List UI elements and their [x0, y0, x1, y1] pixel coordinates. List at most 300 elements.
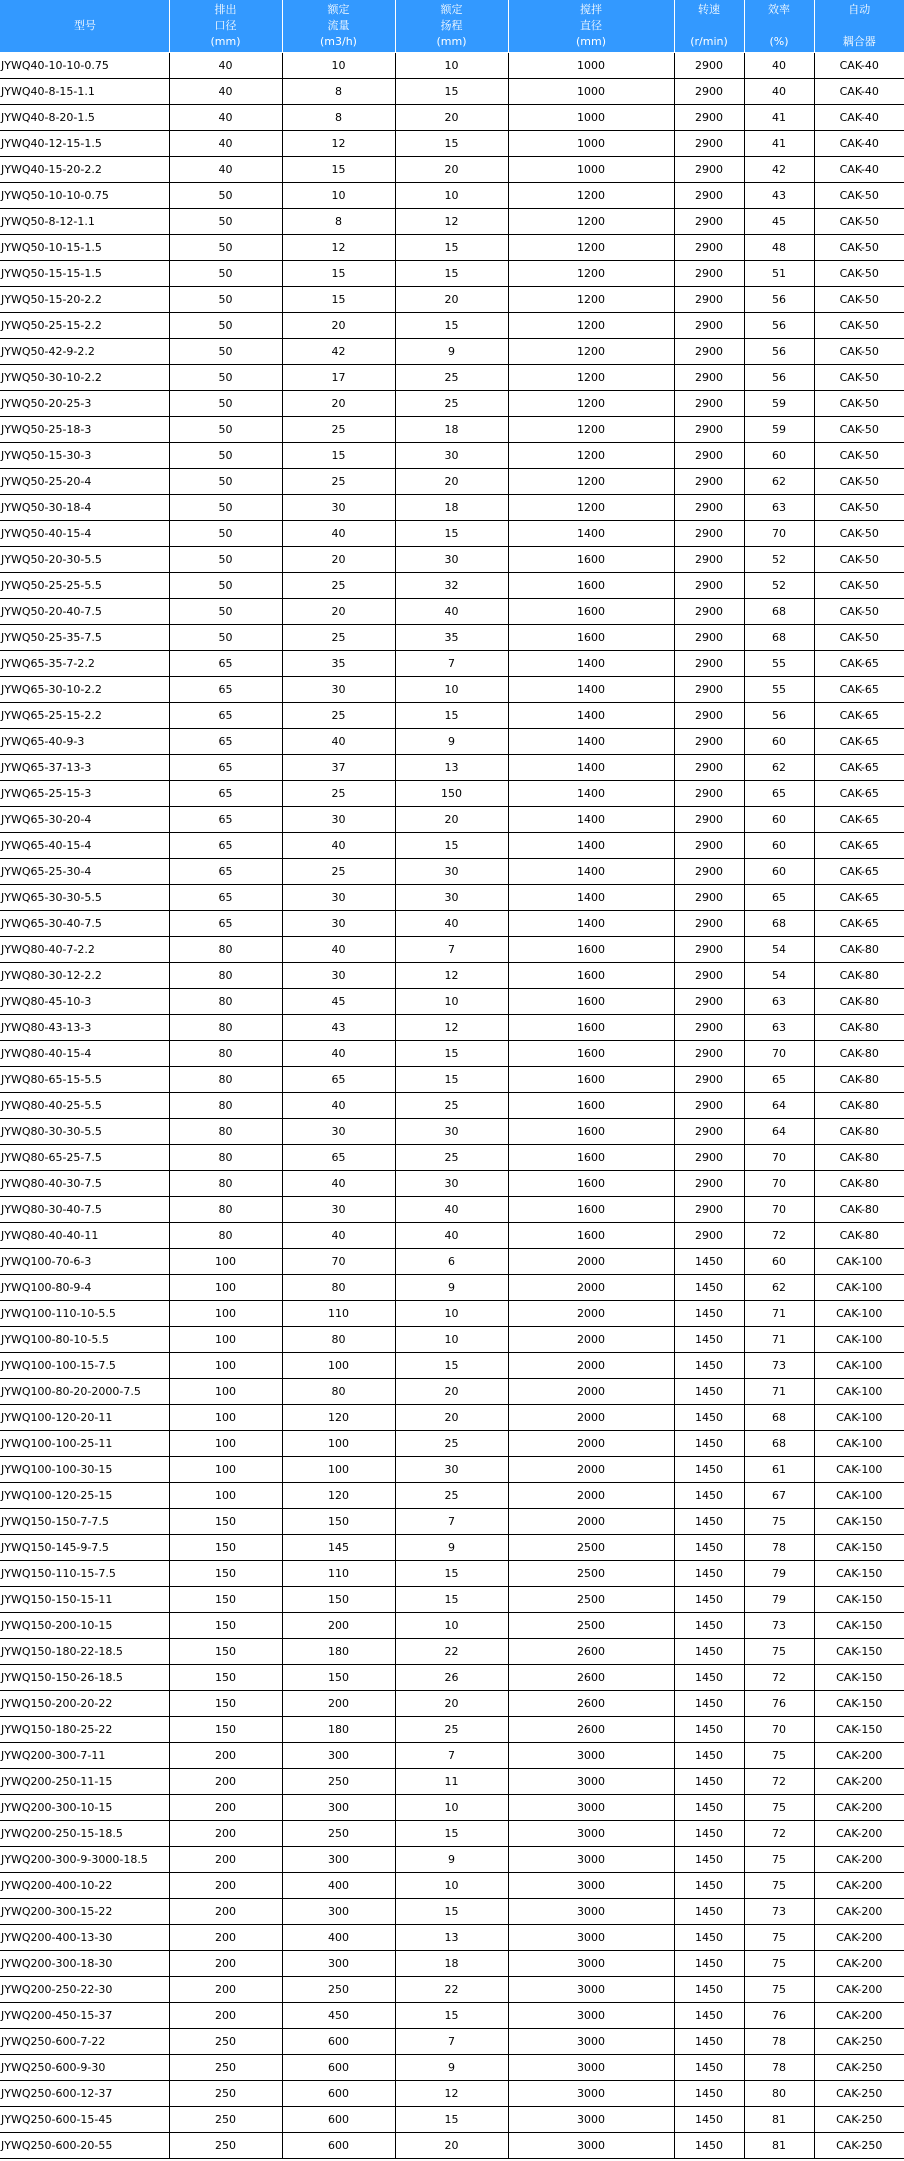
cell-outlet-diameter: 150 — [169, 1613, 282, 1639]
cell-rated-head: 25 — [395, 1431, 508, 1457]
cell-rated-flow: 600 — [282, 2055, 395, 2081]
cell-rated-flow: 8 — [282, 105, 395, 131]
cell-efficiency: 63 — [744, 989, 814, 1015]
cell-efficiency: 68 — [744, 1431, 814, 1457]
cell-speed: 2900 — [674, 1145, 744, 1171]
cell-rated-head: 25 — [395, 1145, 508, 1171]
cell-agitator-diameter: 2000 — [508, 1327, 674, 1353]
cell-auto-coupling: CAK-50 — [814, 547, 904, 573]
table-row — [0, 235, 904, 261]
table-row — [0, 1717, 904, 1743]
cell-rated-flow: 25 — [282, 625, 395, 651]
cell-agitator-diameter: 1600 — [508, 1067, 674, 1093]
table-row — [0, 261, 904, 287]
cell-agitator-diameter: 3000 — [508, 1743, 674, 1769]
cell-speed: 1450 — [674, 1353, 744, 1379]
cell-rated-head: 12 — [395, 1015, 508, 1041]
cell-auto-coupling: CAK-65 — [814, 911, 904, 937]
cell-outlet-diameter: 80 — [169, 1119, 282, 1145]
cell-auto-coupling: CAK-150 — [814, 1639, 904, 1665]
cell-model: JYWQ200-250-11-15 — [0, 1769, 169, 1795]
cell-agitator-diameter: 1200 — [508, 443, 674, 469]
cell-model: JYWQ50-20-30-5.5 — [0, 547, 169, 573]
table-row — [0, 417, 904, 443]
cell-rated-flow: 400 — [282, 1925, 395, 1951]
cell-efficiency: 51 — [744, 261, 814, 287]
cell-speed: 2900 — [674, 391, 744, 417]
cell-rated-head: 15 — [395, 703, 508, 729]
cell-agitator-diameter: 1400 — [508, 677, 674, 703]
cell-rated-flow: 12 — [282, 131, 395, 157]
cell-speed: 1450 — [674, 2003, 744, 2029]
cell-model: JYWQ50-25-18-3 — [0, 417, 169, 443]
cell-outlet-diameter: 100 — [169, 1405, 282, 1431]
cell-model: JYWQ65-37-13-3 — [0, 755, 169, 781]
cell-outlet-diameter: 80 — [169, 1067, 282, 1093]
cell-model: JYWQ80-30-30-5.5 — [0, 1119, 169, 1145]
cell-rated-flow: 25 — [282, 703, 395, 729]
cell-rated-head: 7 — [395, 1509, 508, 1535]
cell-rated-head: 30 — [395, 1171, 508, 1197]
cell-speed: 2900 — [674, 911, 744, 937]
cell-model: JYWQ65-25-30-4 — [0, 859, 169, 885]
cell-speed: 1450 — [674, 1795, 744, 1821]
cell-rated-head: 25 — [395, 1483, 508, 1509]
cell-rated-flow: 300 — [282, 1743, 395, 1769]
header-label-line: 排出 — [214, 3, 237, 16]
cell-agitator-diameter: 1200 — [508, 287, 674, 313]
cell-outlet-diameter: 100 — [169, 1431, 282, 1457]
cell-rated-flow: 80 — [282, 1275, 395, 1301]
cell-speed: 1450 — [674, 1509, 744, 1535]
cell-rated-head: 9 — [395, 729, 508, 755]
cell-auto-coupling: CAK-65 — [814, 651, 904, 677]
header-label-line: 流量 — [327, 19, 350, 32]
table-row — [0, 2133, 904, 2159]
cell-outlet-diameter: 65 — [169, 781, 282, 807]
cell-speed: 2900 — [674, 781, 744, 807]
cell-agitator-diameter: 1600 — [508, 1119, 674, 1145]
cell-outlet-diameter: 100 — [169, 1327, 282, 1353]
table-row — [0, 157, 904, 183]
cell-model: JYWQ150-180-25-22 — [0, 1717, 169, 1743]
cell-speed: 2900 — [674, 1041, 744, 1067]
cell-outlet-diameter: 80 — [169, 963, 282, 989]
cell-efficiency: 75 — [744, 1847, 814, 1873]
cell-auto-coupling: CAK-80 — [814, 1223, 904, 1249]
cell-efficiency: 78 — [744, 2055, 814, 2081]
cell-agitator-diameter: 3000 — [508, 1977, 674, 2003]
cell-auto-coupling: CAK-200 — [814, 1743, 904, 1769]
table-row — [0, 313, 904, 339]
cell-rated-head: 15 — [395, 1067, 508, 1093]
cell-rated-flow: 80 — [282, 1379, 395, 1405]
table-row — [0, 131, 904, 157]
cell-efficiency: 65 — [744, 885, 814, 911]
cell-agitator-diameter: 1200 — [508, 495, 674, 521]
table-row — [0, 391, 904, 417]
cell-efficiency: 40 — [744, 53, 814, 79]
cell-rated-head: 15 — [395, 1821, 508, 1847]
table-row — [0, 1327, 904, 1353]
cell-rated-head: 20 — [395, 1379, 508, 1405]
cell-model: JYWQ50-20-25-3 — [0, 391, 169, 417]
cell-model: JYWQ200-450-15-37 — [0, 2003, 169, 2029]
cell-rated-head: 15 — [395, 521, 508, 547]
table-row — [0, 1301, 904, 1327]
cell-outlet-diameter: 40 — [169, 105, 282, 131]
table-row — [0, 521, 904, 547]
table-row — [0, 833, 904, 859]
header-agitator-diameter — [508, 0, 674, 53]
cell-rated-flow: 30 — [282, 963, 395, 989]
cell-rated-flow: 30 — [282, 677, 395, 703]
cell-auto-coupling: CAK-80 — [814, 1119, 904, 1145]
cell-efficiency: 70 — [744, 1041, 814, 1067]
cell-efficiency: 59 — [744, 391, 814, 417]
cell-agitator-diameter: 1600 — [508, 1041, 674, 1067]
table-row — [0, 1587, 904, 1613]
cell-agitator-diameter: 1600 — [508, 625, 674, 651]
header-label-line: (m3/h) — [320, 35, 357, 48]
cell-rated-flow: 30 — [282, 1197, 395, 1223]
cell-rated-flow: 100 — [282, 1353, 395, 1379]
cell-auto-coupling: CAK-100 — [814, 1301, 904, 1327]
cell-model: JYWQ100-120-20-11 — [0, 1405, 169, 1431]
cell-model: JYWQ100-80-10-5.5 — [0, 1327, 169, 1353]
cell-efficiency: 75 — [744, 1977, 814, 2003]
cell-auto-coupling: CAK-80 — [814, 1145, 904, 1171]
cell-rated-flow: 35 — [282, 651, 395, 677]
cell-outlet-diameter: 100 — [169, 1379, 282, 1405]
cell-auto-coupling: CAK-80 — [814, 937, 904, 963]
cell-agitator-diameter: 3000 — [508, 1769, 674, 1795]
cell-outlet-diameter: 100 — [169, 1301, 282, 1327]
cell-rated-head: 25 — [395, 1717, 508, 1743]
cell-outlet-diameter: 80 — [169, 1197, 282, 1223]
cell-auto-coupling: CAK-80 — [814, 1015, 904, 1041]
cell-auto-coupling: CAK-150 — [814, 1587, 904, 1613]
cell-auto-coupling: CAK-65 — [814, 807, 904, 833]
cell-auto-coupling: CAK-80 — [814, 989, 904, 1015]
cell-rated-flow: 20 — [282, 391, 395, 417]
cell-rated-flow: 250 — [282, 1769, 395, 1795]
cell-auto-coupling: CAK-200 — [814, 1873, 904, 1899]
cell-rated-flow: 10 — [282, 53, 395, 79]
cell-auto-coupling: CAK-80 — [814, 1041, 904, 1067]
cell-model: JYWQ200-300-15-22 — [0, 1899, 169, 1925]
cell-rated-head: 20 — [395, 2133, 508, 2159]
cell-auto-coupling: CAK-100 — [814, 1275, 904, 1301]
cell-rated-head: 15 — [395, 79, 508, 105]
table-row — [0, 1535, 904, 1561]
cell-agitator-diameter: 3000 — [508, 2055, 674, 2081]
cell-outlet-diameter: 40 — [169, 131, 282, 157]
cell-speed: 1450 — [674, 1821, 744, 1847]
cell-agitator-diameter: 1000 — [508, 131, 674, 157]
cell-rated-head: 20 — [395, 807, 508, 833]
cell-rated-head: 10 — [395, 677, 508, 703]
header-efficiency — [744, 0, 814, 53]
cell-speed: 1450 — [674, 1301, 744, 1327]
cell-auto-coupling: CAK-80 — [814, 1067, 904, 1093]
cell-rated-head: 10 — [395, 183, 508, 209]
cell-outlet-diameter: 200 — [169, 1743, 282, 1769]
table-row — [0, 1769, 904, 1795]
cell-efficiency: 63 — [744, 495, 814, 521]
cell-efficiency: 75 — [744, 1639, 814, 1665]
table-row — [0, 729, 904, 755]
cell-agitator-diameter: 2000 — [508, 1379, 674, 1405]
cell-auto-coupling: CAK-100 — [814, 1379, 904, 1405]
cell-outlet-diameter: 50 — [169, 209, 282, 235]
cell-auto-coupling: CAK-50 — [814, 573, 904, 599]
table-row — [0, 339, 904, 365]
cell-rated-head: 9 — [395, 1535, 508, 1561]
table-row — [0, 651, 904, 677]
cell-auto-coupling: CAK-200 — [814, 1769, 904, 1795]
cell-speed: 2900 — [674, 131, 744, 157]
cell-model: JYWQ250-600-7-22 — [0, 2029, 169, 2055]
cell-auto-coupling: CAK-50 — [814, 417, 904, 443]
cell-outlet-diameter: 150 — [169, 1665, 282, 1691]
table-row — [0, 443, 904, 469]
cell-model: JYWQ200-400-10-22 — [0, 1873, 169, 1899]
cell-agitator-diameter: 1600 — [508, 963, 674, 989]
cell-auto-coupling: CAK-50 — [814, 495, 904, 521]
cell-auto-coupling: CAK-65 — [814, 729, 904, 755]
cell-rated-head: 40 — [395, 599, 508, 625]
cell-model: JYWQ40-10-10-0.75 — [0, 53, 169, 79]
cell-model: JYWQ200-300-18-30 — [0, 1951, 169, 1977]
cell-outlet-diameter: 150 — [169, 1587, 282, 1613]
cell-efficiency: 60 — [744, 1249, 814, 1275]
cell-auto-coupling: CAK-40 — [814, 105, 904, 131]
header-label-line: 自动 — [848, 3, 871, 16]
header-outlet-diameter — [169, 0, 282, 53]
cell-model: JYWQ80-43-13-3 — [0, 1015, 169, 1041]
cell-speed: 2900 — [674, 963, 744, 989]
cell-outlet-diameter: 200 — [169, 1977, 282, 2003]
cell-rated-flow: 30 — [282, 911, 395, 937]
cell-outlet-diameter: 200 — [169, 1847, 282, 1873]
cell-model: JYWQ50-25-20-4 — [0, 469, 169, 495]
header-label-line: (mm) — [210, 35, 241, 48]
cell-auto-coupling: CAK-100 — [814, 1457, 904, 1483]
cell-efficiency: 71 — [744, 1327, 814, 1353]
cell-model: JYWQ40-8-20-1.5 — [0, 105, 169, 131]
table-row — [0, 1249, 904, 1275]
cell-model: JYWQ50-15-15-1.5 — [0, 261, 169, 287]
cell-model: JYWQ65-25-15-3 — [0, 781, 169, 807]
cell-rated-flow: 8 — [282, 79, 395, 105]
cell-model: JYWQ150-145-9-7.5 — [0, 1535, 169, 1561]
cell-efficiency: 75 — [744, 1743, 814, 1769]
header-label-line: 耦合器 — [842, 35, 876, 48]
cell-model: JYWQ80-40-25-5.5 — [0, 1093, 169, 1119]
header-label-line: 额定 — [327, 3, 350, 16]
cell-outlet-diameter: 50 — [169, 547, 282, 573]
cell-speed: 1450 — [674, 1899, 744, 1925]
cell-speed: 1450 — [674, 2107, 744, 2133]
cell-speed: 1450 — [674, 2133, 744, 2159]
cell-efficiency: 60 — [744, 443, 814, 469]
cell-rated-flow: 42 — [282, 339, 395, 365]
cell-agitator-diameter: 1000 — [508, 157, 674, 183]
table-row — [0, 1405, 904, 1431]
cell-speed: 1450 — [674, 1665, 744, 1691]
cell-auto-coupling: CAK-200 — [814, 1951, 904, 1977]
cell-outlet-diameter: 80 — [169, 989, 282, 1015]
cell-auto-coupling: CAK-200 — [814, 1795, 904, 1821]
cell-agitator-diameter: 2500 — [508, 1587, 674, 1613]
cell-model: JYWQ100-100-25-11 — [0, 1431, 169, 1457]
cell-speed: 1450 — [674, 1483, 744, 1509]
cell-rated-head: 9 — [395, 1847, 508, 1873]
table-row — [0, 79, 904, 105]
cell-agitator-diameter: 2000 — [508, 1405, 674, 1431]
cell-efficiency: 73 — [744, 1613, 814, 1639]
cell-rated-head: 7 — [395, 651, 508, 677]
table-row — [0, 1847, 904, 1873]
cell-model: JYWQ100-110-10-5.5 — [0, 1301, 169, 1327]
cell-auto-coupling: CAK-200 — [814, 2003, 904, 2029]
cell-model: JYWQ50-30-10-2.2 — [0, 365, 169, 391]
table-row — [0, 1899, 904, 1925]
cell-speed: 1450 — [674, 1769, 744, 1795]
cell-auto-coupling: CAK-200 — [814, 1925, 904, 1951]
cell-rated-flow: 25 — [282, 469, 395, 495]
header-label-line — [675, 18, 744, 34]
header-label-line: (r/min) — [690, 35, 728, 48]
cell-efficiency: 60 — [744, 833, 814, 859]
cell-speed: 2900 — [674, 1067, 744, 1093]
cell-efficiency: 71 — [744, 1379, 814, 1405]
cell-auto-coupling: CAK-80 — [814, 1171, 904, 1197]
cell-outlet-diameter: 200 — [169, 1795, 282, 1821]
cell-speed: 1450 — [674, 1535, 744, 1561]
cell-rated-head: 15 — [395, 131, 508, 157]
cell-agitator-diameter: 2500 — [508, 1613, 674, 1639]
cell-rated-head: 22 — [395, 1639, 508, 1665]
cell-speed: 2900 — [674, 1093, 744, 1119]
table-row — [0, 755, 904, 781]
cell-model: JYWQ150-150-26-18.5 — [0, 1665, 169, 1691]
cell-auto-coupling: CAK-50 — [814, 625, 904, 651]
table-row — [0, 183, 904, 209]
cell-outlet-diameter: 65 — [169, 729, 282, 755]
cell-efficiency: 79 — [744, 1587, 814, 1613]
cell-rated-head: 15 — [395, 1587, 508, 1613]
cell-rated-head: 40 — [395, 1223, 508, 1249]
cell-model: JYWQ65-30-10-2.2 — [0, 677, 169, 703]
cell-rated-head: 11 — [395, 1769, 508, 1795]
table-row — [0, 573, 904, 599]
header-label-line: (mm) — [575, 35, 606, 48]
cell-model: JYWQ200-300-7-11 — [0, 1743, 169, 1769]
cell-outlet-diameter: 80 — [169, 1041, 282, 1067]
cell-rated-flow: 200 — [282, 1613, 395, 1639]
table-row — [0, 547, 904, 573]
cell-model: JYWQ100-120-25-15 — [0, 1483, 169, 1509]
cell-rated-flow: 8 — [282, 209, 395, 235]
cell-model: JYWQ100-70-6-3 — [0, 1249, 169, 1275]
cell-agitator-diameter: 1600 — [508, 1223, 674, 1249]
cell-rated-flow: 45 — [282, 989, 395, 1015]
table-row — [0, 1483, 904, 1509]
table-row — [0, 677, 904, 703]
table-row — [0, 599, 904, 625]
cell-outlet-diameter: 50 — [169, 391, 282, 417]
cell-rated-flow: 40 — [282, 1093, 395, 1119]
cell-rated-head: 7 — [395, 2029, 508, 2055]
cell-agitator-diameter: 1200 — [508, 261, 674, 287]
cell-outlet-diameter: 50 — [169, 599, 282, 625]
cell-auto-coupling: CAK-250 — [814, 2107, 904, 2133]
cell-efficiency: 79 — [744, 1561, 814, 1587]
cell-model: JYWQ80-30-12-2.2 — [0, 963, 169, 989]
cell-model: JYWQ50-30-18-4 — [0, 495, 169, 521]
cell-speed: 2900 — [674, 1119, 744, 1145]
cell-rated-flow: 600 — [282, 2107, 395, 2133]
cell-speed: 1450 — [674, 1639, 744, 1665]
header-speed — [674, 0, 744, 53]
cell-agitator-diameter: 1000 — [508, 53, 674, 79]
cell-rated-flow: 15 — [282, 443, 395, 469]
cell-efficiency: 62 — [744, 1275, 814, 1301]
cell-speed: 2900 — [674, 209, 744, 235]
cell-efficiency: 71 — [744, 1301, 814, 1327]
cell-model: JYWQ100-100-15-7.5 — [0, 1353, 169, 1379]
table-row — [0, 1665, 904, 1691]
cell-efficiency: 75 — [744, 1795, 814, 1821]
cell-rated-flow: 12 — [282, 235, 395, 261]
cell-auto-coupling: CAK-150 — [814, 1535, 904, 1561]
cell-rated-head: 12 — [395, 963, 508, 989]
cell-rated-flow: 110 — [282, 1561, 395, 1587]
cell-outlet-diameter: 250 — [169, 2055, 282, 2081]
cell-rated-head: 7 — [395, 1743, 508, 1769]
cell-efficiency: 64 — [744, 1119, 814, 1145]
cell-rated-flow: 300 — [282, 1899, 395, 1925]
cell-speed: 2900 — [674, 365, 744, 391]
cell-auto-coupling: CAK-100 — [814, 1249, 904, 1275]
cell-rated-flow: 65 — [282, 1067, 395, 1093]
cell-rated-head: 10 — [395, 1873, 508, 1899]
cell-outlet-diameter: 100 — [169, 1353, 282, 1379]
cell-rated-head: 30 — [395, 885, 508, 911]
cell-rated-flow: 20 — [282, 547, 395, 573]
table-row — [0, 781, 904, 807]
cell-efficiency: 56 — [744, 703, 814, 729]
cell-rated-flow: 10 — [282, 183, 395, 209]
cell-speed: 2900 — [674, 183, 744, 209]
header-label-line: 扬程 — [440, 19, 463, 32]
cell-rated-head: 40 — [395, 911, 508, 937]
cell-agitator-diameter: 1400 — [508, 703, 674, 729]
cell-rated-flow: 25 — [282, 781, 395, 807]
cell-rated-flow: 30 — [282, 495, 395, 521]
cell-speed: 2900 — [674, 235, 744, 261]
cell-speed: 2900 — [674, 1015, 744, 1041]
table-row — [0, 1119, 904, 1145]
cell-rated-flow: 70 — [282, 1249, 395, 1275]
table-row — [0, 1275, 904, 1301]
cell-efficiency: 56 — [744, 365, 814, 391]
cell-rated-flow: 40 — [282, 937, 395, 963]
cell-outlet-diameter: 50 — [169, 573, 282, 599]
header-auto-coupling — [814, 0, 904, 53]
